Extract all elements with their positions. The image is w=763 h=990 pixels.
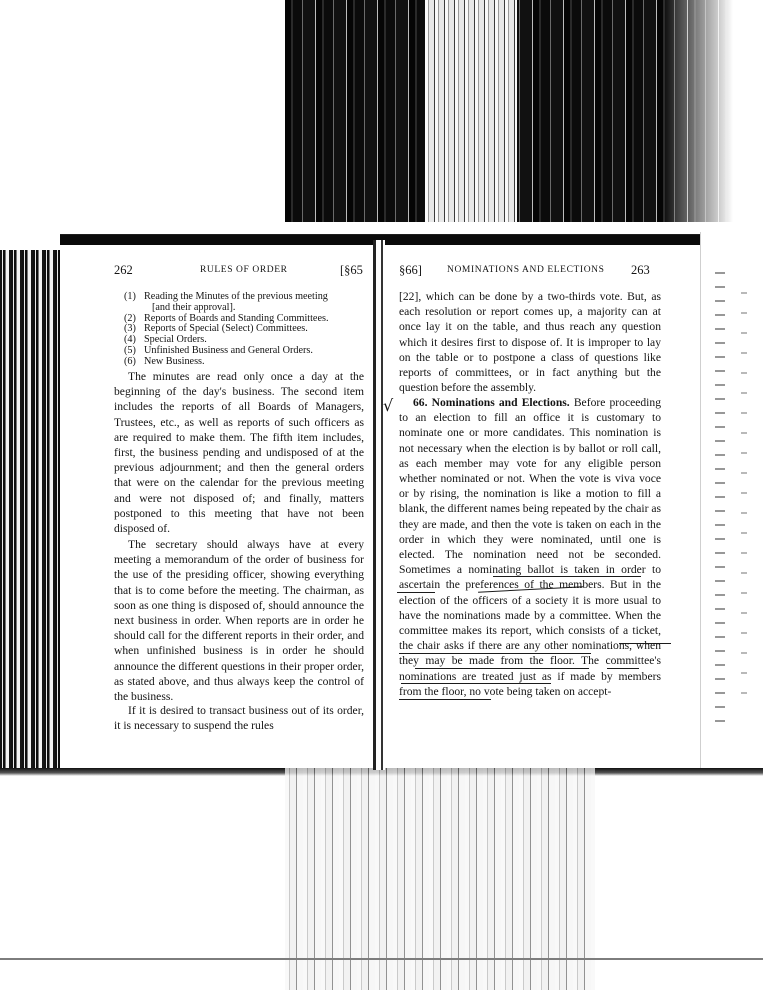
- list-item-number: (3): [124, 323, 136, 335]
- pen-underline: [607, 668, 639, 669]
- scan-artifact-notch: [425, 0, 517, 232]
- scan-artifact-ticks: [715, 272, 725, 732]
- list-item-text: Reports of Boards and Standing Committees.: [144, 312, 329, 324]
- order-of-business-list: [124, 292, 364, 368]
- list-item-number: (4): [124, 334, 136, 346]
- right-page: [385, 245, 700, 765]
- list-item-text: Reports of Special (Select) Committees.: [144, 323, 308, 335]
- scan-artifact-right: [700, 232, 763, 772]
- scan-artifact-fade: [663, 0, 763, 232]
- section-body: Before proceeding to an election to fill an office it is customary to nominate one or more candidates. This nomination is not necessary when the election is by ballot or roll call, as each member may vote for any eligible person whether nominated or not. When the vote is viva voce or by rising, the nomination is like a motion to fill a blank, the different names being repeated by the chair as they are made, and then the vote is taken on each in the order in which they were nominated, until one is elected. The nomination need not be seconded. Sometimes a nominating ballot is taken in order to ascertain the preferences of the members. But in the election of the officers of a society it is more usual to have the nominations made by a committee. When the committee makes its report, which consists of a ticket, the chair asks if there are any other nominations, when they may be made from the floor. The committee's nominations are treated just as if made by members from the floor, no vote being taken on accept-: [399, 396, 662, 698]
- paragraph-secretary: [114, 537, 364, 704]
- list-item-number: (5): [124, 344, 136, 356]
- scan-artifact-bottom: [0, 768, 763, 990]
- pen-underline: [493, 576, 641, 577]
- left-page-number: 262: [114, 263, 133, 277]
- handwritten-check-mark: √: [383, 396, 394, 415]
- list-item-continuation: [and their approval].: [152, 301, 236, 313]
- list-item: [124, 357, 364, 368]
- paragraph-suspend-rules: [114, 703, 364, 733]
- left-section-mark: [§65: [340, 263, 363, 277]
- right-page-number: 263: [631, 263, 650, 277]
- pen-underline: [397, 592, 435, 593]
- scan-artifact-left: [0, 250, 60, 770]
- book-gutter: [373, 240, 385, 770]
- list-item-number: (2): [124, 312, 136, 324]
- left-page: [60, 245, 373, 765]
- list-item-text: Reading the Minutes of the previous meeting: [144, 291, 328, 302]
- left-page-header: [60, 263, 373, 281]
- paragraph-text: The minutes are read only once a day at the beginning of the day's business. The second item includes the reports of all Boards of Managers, Trustees, etc., as well as reports of such officers as are required to make them. The fifth item includes, first, the business pending and undisposed of at the previous adjournment; and then the general orders that were on the calendar for the previous meeting and were not disposed of; and finally, matters postponed to this meeting that have not been disposed of.: [114, 370, 364, 536]
- scan-artifact-streaks: [285, 768, 595, 990]
- right-page-header: [385, 263, 700, 281]
- paragraph-text: If it is desired to transact business out of its order, it is necessary to suspend the rules: [114, 704, 364, 733]
- paragraph-lay-on-table: [399, 289, 661, 395]
- list-item-number: (6): [124, 355, 136, 367]
- list-item-text: Unfinished Business and General Orders.: [144, 344, 313, 356]
- left-running-head: RULES OF ORDER: [200, 265, 288, 275]
- paragraph-text: The secretary should always have at every meeting a memorandum of the order of business for the use of the presiding officer, showing everything that is to come before the meeting. The chairman, as soon as one thing is disposed of, should announce the next business in order. When reports are in order he should call for the different reports in their order, and when unfinished business is in order he should announce the different questions in their proper order, as stated above, and thus always keep the control of the business.: [114, 538, 364, 704]
- pen-underline: [399, 653, 591, 654]
- scan-artifact-line: [0, 958, 763, 960]
- book-top-edge-left: [0, 232, 60, 252]
- scan-artifact-top: [285, 0, 763, 232]
- scan-artifact-ticks-2: [741, 292, 747, 712]
- pen-underline: [619, 643, 671, 644]
- list-item-text: New Business.: [144, 355, 205, 367]
- list-item-text: Special Orders.: [144, 334, 207, 346]
- right-running-head: NOMINATIONS AND ELECTIONS: [447, 265, 605, 275]
- right-section-mark: §66]: [399, 263, 422, 277]
- pen-underline: [415, 668, 589, 669]
- section-heading: 66. Nominations and Elections.: [413, 396, 570, 409]
- pen-underline: [399, 699, 491, 700]
- pen-underline: [401, 683, 551, 684]
- paragraph-text: [22], which can be done by a two-thirds vote. But, as each resolution or report comes up, a majority can at once lay it on the table, and thus reach any question which it desires first to dispose of. It is improper to lay on the table or to postpone a class of questions like reports of committees, or in fact anything but the question before the assembly.: [399, 290, 661, 395]
- list-item-number: (1): [124, 291, 136, 302]
- paragraph-minutes: [114, 369, 364, 536]
